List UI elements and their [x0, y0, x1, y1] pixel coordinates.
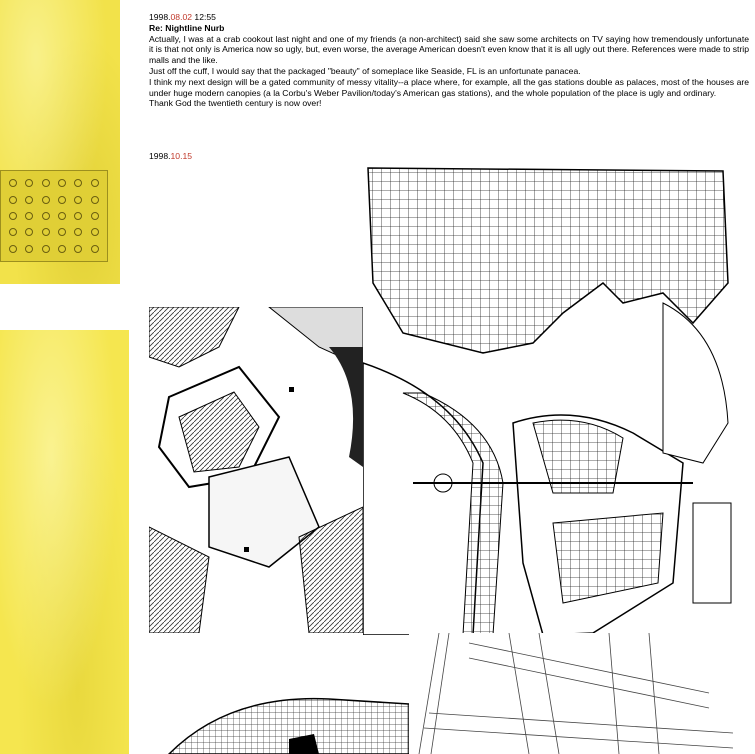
post-date [149, 12, 749, 23]
post-paragraph: Thank God the twentieth century is now over! [149, 98, 322, 109]
post-time: 12:55 [192, 12, 216, 22]
post-paragraph: I think my next design will be a gated community of messy vitality--a place where, for example, all the gas stations double as palaces, most of the houses are under huge modern canopies (a la Corbu's Weber Pavilion/today's American gas stations), and the whole population of the place is ugly and ordinary. [149, 76, 749, 98]
post-title: Re: Nightline Nurb [149, 22, 225, 33]
post-paragraph: Just off the cuff, I would say that the packaged "beauty" of someplace like Seaside, FL is an unfortunate panacea. [149, 65, 581, 76]
post-date [149, 151, 192, 161]
sidebar-collage-bottom [0, 330, 129, 754]
post-date-link[interactable]: 10.15 [170, 151, 193, 161]
arena-plan-image [149, 694, 409, 754]
post-paragraph: Actually, I was at a crab cookout last night and one of my friends (a non-architect) said she saw some architects on TV saying how tremendously unfortunate it is that not only is America now so ugly, but, even worse, the average American doesn't even know that it is all ugly out there. References were made to strip malls and the like. [149, 33, 749, 66]
post-date-link[interactable]: 08.02 [170, 12, 193, 22]
collage-plan-image [149, 307, 363, 633]
architectural-plan-image [363, 163, 733, 635]
axonometric-drawing-image [409, 633, 733, 754]
post-date-year: 1998. [149, 12, 171, 22]
post-date-year: 1998. [149, 151, 171, 161]
pegboard-image [0, 170, 108, 262]
sidebar-collage-top [0, 0, 120, 284]
post-entry [149, 12, 749, 109]
